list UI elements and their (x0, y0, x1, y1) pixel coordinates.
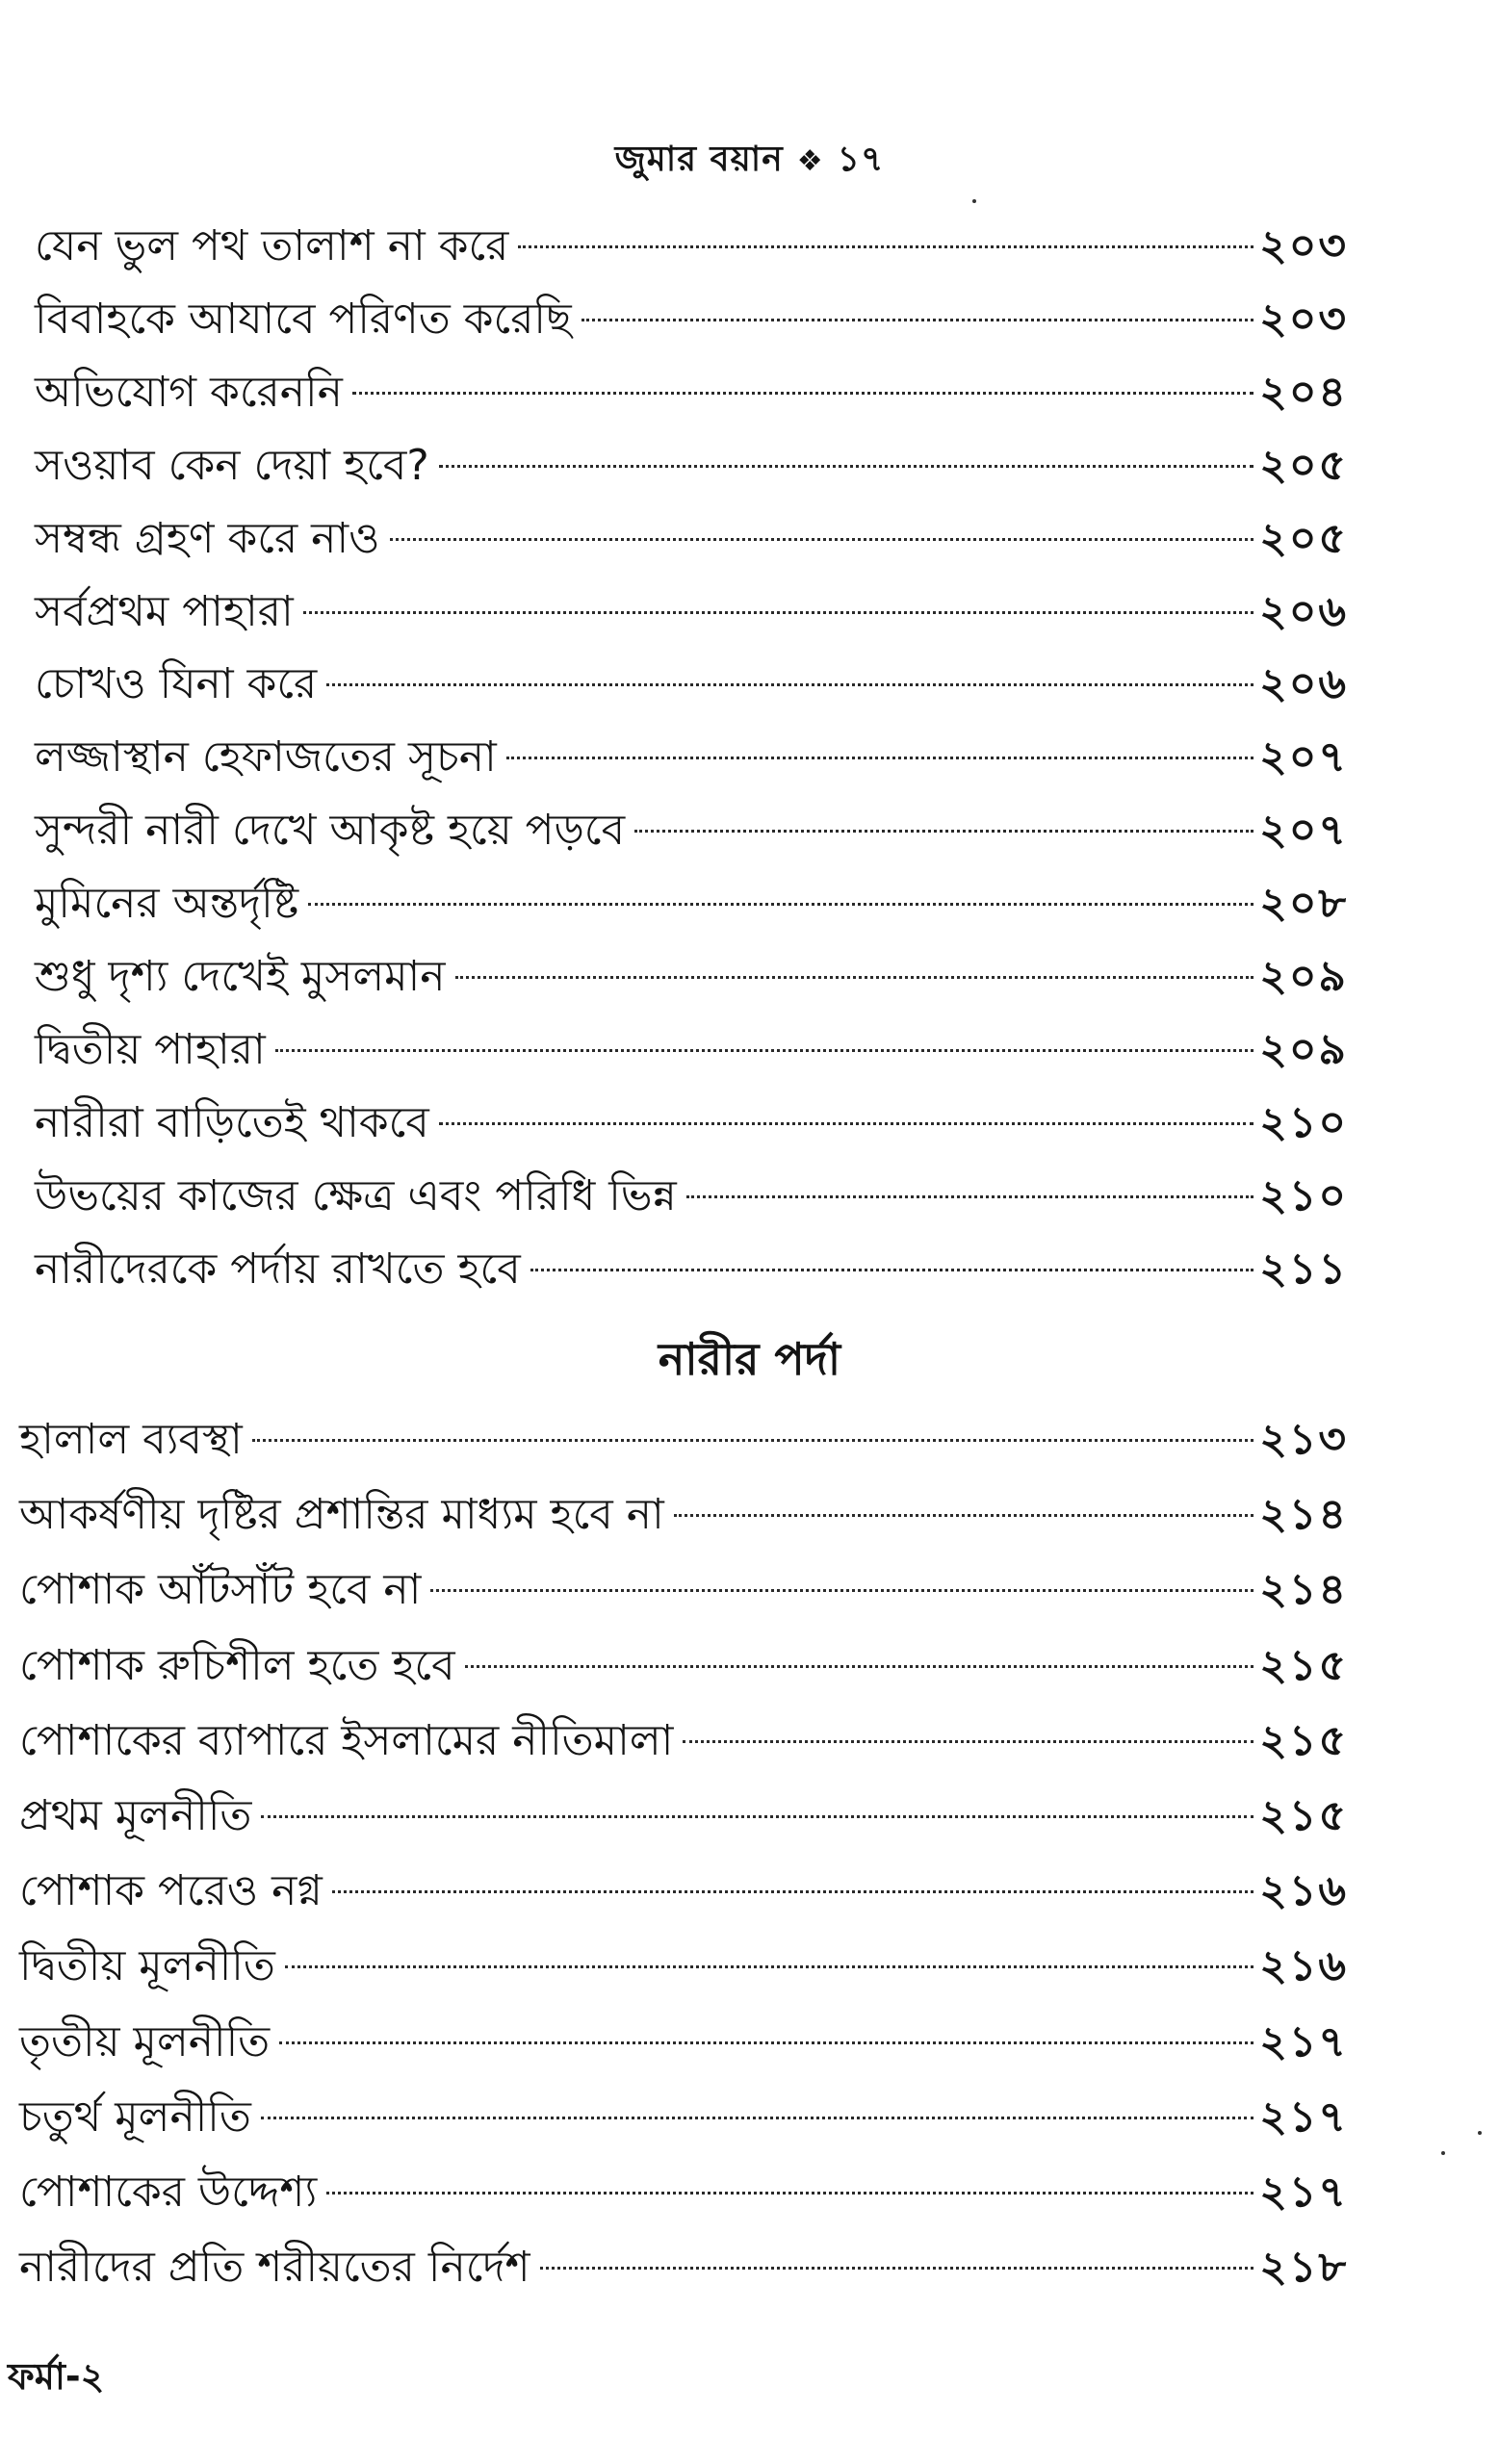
toc-entry (19, 1780, 1348, 1853)
toc-entry-page-number: ২১৩ (1259, 1415, 1348, 1464)
toc-entry-page-number: ২০৮ (1259, 879, 1348, 929)
toc-entry (19, 1630, 1348, 1703)
dot-leader (506, 757, 1253, 759)
print-speck (1478, 2131, 1482, 2135)
toc-entry-title: চতুর্থ মূলনীতি (19, 2092, 251, 2142)
toc-entry-page-number: ২০৫ (1259, 513, 1348, 563)
toc-entry (19, 1855, 1348, 1928)
toc-entry (35, 1160, 1348, 1233)
toc-entry-page-number: ২০৫ (1259, 440, 1348, 490)
dot-leader (352, 392, 1253, 395)
toc-entry (19, 2006, 1348, 2079)
toc-entry-page-number: ২১১ (1259, 1244, 1348, 1294)
dot-leader (683, 1740, 1253, 1743)
toc-entry-title: তৃতীয় মূলনীতি (19, 2016, 271, 2066)
dot-leader (275, 1049, 1254, 1052)
toc-entry-title: দ্বিতীয় পাহারা (35, 1024, 266, 1074)
toc-entry-page-number: ২১৮ (1259, 2243, 1348, 2293)
toc-entry-page-number: ২০৬ (1259, 659, 1348, 709)
toc-entry-title: পোশাক রুচিশীল হতে হবে (19, 1640, 455, 1690)
section-heading: নারীর পর্দা (658, 1333, 841, 1385)
toc-entry (35, 1233, 1348, 1306)
dot-leader (326, 2192, 1253, 2194)
dot-leader (430, 1589, 1253, 1592)
toc-entry-page-number: ২১০ (1259, 1170, 1348, 1220)
toc-entry (35, 1087, 1348, 1160)
toc-entry-title: প্রথম মূলনীতি (19, 1791, 252, 1840)
dot-leader (285, 1965, 1253, 1968)
toc-entry (35, 940, 1348, 1014)
toc-entry-page-number: ২০৯ (1259, 952, 1348, 1001)
toc-entry (19, 1403, 1348, 1476)
toc-entry (35, 429, 1348, 502)
header-book-title: জুমার বয়ান (614, 140, 784, 179)
print-speck (972, 199, 976, 203)
dot-leader (530, 1269, 1254, 1271)
dot-leader (465, 1665, 1254, 1668)
header-page-number: ১৭ (837, 140, 885, 179)
toc-entry-title: নারীদেরকে পর্দায় রাখতে হবে (35, 1244, 521, 1294)
dot-leader (332, 1890, 1253, 1893)
dot-leader (686, 1195, 1254, 1198)
dot-leader (674, 1514, 1253, 1517)
toc-entry-title: হালাল ব্যবস্থা (19, 1415, 243, 1464)
toc-entry-title: যেন ভুল পথ তালাশ না করে (35, 221, 509, 270)
toc-entry (19, 1478, 1348, 1552)
toc-entry-page-number: ২১০ (1259, 1097, 1348, 1147)
dot-leader (582, 319, 1254, 321)
toc-entry-page-number: ২০৬ (1259, 586, 1348, 636)
toc-entry-page-number: ২০৯ (1259, 1024, 1348, 1074)
toc-entry-title: সর্বপ্রথম পাহারা (35, 586, 294, 636)
toc-entry-title: শুধু দৃশ্য দেখেই মুসলমান (35, 952, 446, 1001)
dot-leader (540, 2267, 1254, 2270)
dot-leader (279, 2041, 1253, 2044)
toc-entry-page-number: ২১৭ (1259, 2168, 1348, 2217)
dot-leader (261, 1815, 1253, 1818)
dot-leader (518, 245, 1253, 248)
toc-entry (35, 356, 1348, 429)
toc-entry-page-number: ২০৩ (1259, 221, 1348, 270)
toc-entry-page-number: ২১৭ (1259, 2016, 1348, 2066)
toc-entry-title: বিবাহকে আযাবে পরিণত করেছি (35, 294, 572, 344)
toc-entry (35, 210, 1348, 283)
toc-entry (35, 576, 1348, 649)
dot-leader (303, 611, 1253, 614)
toc-entry (35, 502, 1348, 576)
toc-entry-title: চোখও যিনা করে (35, 659, 318, 709)
toc-entry-title: নারীরা বাড়িতেই থাকবে (35, 1097, 429, 1147)
toc-entry (35, 648, 1348, 721)
toc-entry-title: আকর্ষণীয় দৃষ্টির প্রশান্তির মাধ্যম হবে না (19, 1490, 664, 1540)
toc-entry-title: পোশাক আঁটসাঁট হবে না (19, 1565, 422, 1615)
header-separator-ornament: ❖ (796, 144, 824, 178)
toc-entry-title: নারীদের প্রতি শরীয়তের নির্দেশ (19, 2243, 530, 2293)
toc-entry (19, 2156, 1348, 2229)
toc-entry-page-number: ২১৬ (1259, 1941, 1348, 1991)
toc-entry-page-number: ২১৪ (1259, 1565, 1348, 1615)
toc-entry-title: সুন্দরী নারী দেখে আকৃষ্ট হয়ে পড়বে (35, 806, 626, 856)
toc-entry (35, 283, 1348, 356)
toc-entry-page-number: ২১৪ (1259, 1490, 1348, 1540)
signature-mark: ফর্মা-২ (8, 2355, 105, 2398)
toc-entry (19, 1553, 1348, 1627)
toc-entry-page-number: ২০৭ (1259, 732, 1348, 783)
dot-leader (455, 976, 1254, 979)
toc-entry-title: দ্বিতীয় মূলনীতি (19, 1941, 275, 1991)
toc-entry-title: পোশাকের ব্যাপারে ইসলামের নীতিমালা (19, 1715, 674, 1765)
toc-entry-title: পোশাক পরেও নগ্ন (19, 1866, 323, 1916)
toc-entry (35, 794, 1348, 867)
toc-entry-page-number: ২০৪ (1259, 367, 1348, 417)
running-header (0, 133, 1499, 191)
toc-entry (35, 1014, 1348, 1087)
dot-leader (308, 903, 1253, 906)
toc-entry-title: অভিযোগ করেননি (35, 367, 343, 417)
toc-entry-title: মুমিনের অন্তর্দৃষ্টি (35, 879, 299, 929)
toc-entry-page-number: ২১৫ (1259, 1715, 1348, 1765)
toc-entry-page-number: ২১৫ (1259, 1640, 1348, 1690)
dot-leader (634, 830, 1253, 833)
toc-entry-page-number: ২১৫ (1259, 1791, 1348, 1840)
print-speck (1441, 2151, 1445, 2155)
dot-leader (439, 1122, 1253, 1125)
dot-leader (261, 2117, 1253, 2119)
toc-entry-page-number: ২১৬ (1259, 1866, 1348, 1916)
toc-entry-title: উভয়ের কাজের ক্ষেত্র এবং পরিধি ভিন্ন (35, 1170, 677, 1220)
toc-entry-page-number: ২০৩ (1259, 294, 1348, 344)
toc-entry (19, 2231, 1348, 2304)
toc-entry (35, 721, 1348, 794)
toc-entry-page-number: ২০৭ (1259, 806, 1348, 856)
toc-entry (19, 1930, 1348, 2003)
dot-leader (390, 538, 1254, 541)
toc-entry-title: সম্বন্ধ গ্রহণ করে নাও (35, 513, 380, 563)
toc-entry-title: পোশাকের উদ্দেশ্য (19, 2168, 318, 2217)
toc-entry-title: লজ্জাস্থান হেফাজতের সূচনা (35, 732, 497, 783)
toc-entry (35, 867, 1348, 940)
dot-leader (326, 683, 1253, 686)
toc-entry (19, 2081, 1348, 2154)
toc-entry-page-number: ২১৭ (1259, 2092, 1348, 2142)
dot-leader (252, 1439, 1253, 1442)
dot-leader (439, 465, 1253, 468)
toc-entry (19, 1705, 1348, 1778)
toc-entry-title: সওয়াব কেন দেয়া হবে? (35, 440, 429, 490)
